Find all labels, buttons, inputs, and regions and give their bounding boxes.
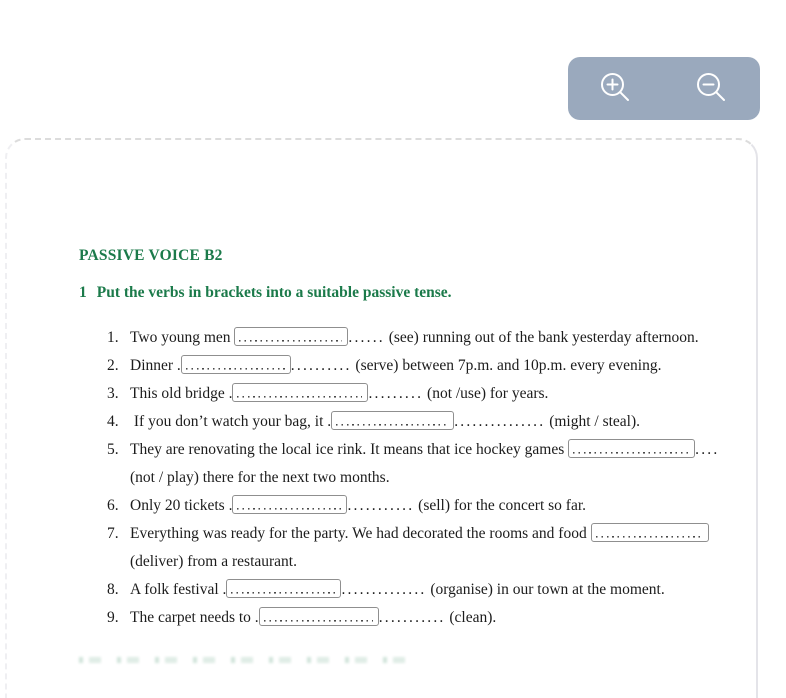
zoom-toolbar: [568, 57, 760, 120]
item-text: [130, 520, 742, 576]
clipped-next-heading: [79, 657, 414, 663]
page-title: PASSIVE VOICE B2: [79, 247, 223, 264]
sentence-text: (organise) in our town at the moment.: [426, 581, 665, 598]
sentence-text: (deliver) from a restaurant.: [130, 553, 297, 570]
list-item: [107, 352, 742, 380]
answer-box[interactable]: [568, 439, 695, 458]
sentence-text: The carpet needs to .: [130, 609, 259, 626]
list-item: [107, 520, 742, 576]
zoom-in-button[interactable]: [594, 67, 638, 111]
item-number: 2.: [107, 357, 119, 374]
item-text: [130, 352, 742, 380]
item-text: [130, 576, 742, 604]
dotted-leader: ...........: [378, 609, 446, 626]
exercise-heading: [79, 283, 742, 303]
answer-box[interactable]: [232, 495, 347, 514]
item-number: 9.: [107, 609, 119, 626]
answer-box[interactable]: [234, 327, 348, 346]
dotted-leader: ..........: [290, 357, 352, 374]
item-text: [130, 408, 742, 436]
answer-box[interactable]: [232, 383, 368, 402]
sentence-text: A folk festival .: [130, 581, 227, 598]
item-text: [130, 324, 742, 352]
list-item: [107, 408, 742, 436]
answer-box[interactable]: [331, 411, 454, 430]
sentence-text: Two young men: [130, 329, 235, 346]
exercise-heading-text: Put the verbs in brackets into a suitable passive tense.: [96, 284, 452, 301]
sentence-text: If you don’t watch your bag, it .: [130, 413, 332, 430]
zoom-out-button[interactable]: [690, 67, 734, 111]
answer-box[interactable]: [226, 579, 341, 598]
item-text: [130, 604, 742, 632]
list-item: [107, 576, 742, 604]
item-number: 5.: [107, 441, 119, 458]
exercise-list: [107, 324, 742, 632]
item-number: 7.: [107, 525, 119, 542]
answer-box[interactable]: [181, 355, 291, 374]
answer-box[interactable]: [259, 607, 379, 626]
item-number: 6.: [107, 497, 119, 514]
sentence-text: Only 20 tickets .: [130, 497, 233, 514]
list-item: [107, 492, 742, 520]
sentence-text: (not /use) for years.: [423, 385, 549, 402]
sentence-text: Everything was ready for the party. We had decorated the rooms and food: [130, 525, 591, 542]
zoom-out-icon: [693, 70, 731, 108]
dotted-leader: ...............: [454, 413, 546, 430]
sentence-text: (clean).: [445, 609, 497, 626]
sentence-text: (see) running out of the bank yesterday afternoon.: [384, 329, 699, 346]
item-number: 8.: [107, 581, 119, 598]
item-text: [130, 436, 742, 492]
document-page: [5, 138, 758, 698]
sentence-text: Dinner .: [130, 357, 181, 374]
dotted-leader: ..............: [341, 581, 427, 598]
sentence-text: (might / steal).: [545, 413, 641, 430]
dotted-leader: ...........: [347, 497, 415, 514]
sentence-text: (sell) for the concert so far.: [414, 497, 587, 514]
list-item: [107, 380, 742, 408]
exercise-number: 1: [79, 284, 87, 301]
dotted-leader: ......: [348, 329, 385, 346]
answer-box[interactable]: [591, 523, 709, 542]
item-text: [130, 492, 742, 520]
dotted-leader: .........: [368, 385, 424, 402]
sentence-text: (serve) between 7p.m. and 10p.m. every evening.: [351, 357, 662, 374]
list-item: [107, 324, 742, 352]
sentence-text: (not / play) there for the next two months.: [130, 469, 390, 486]
item-number: 3.: [107, 385, 119, 402]
item-number: 4.: [107, 413, 119, 430]
item-text: [130, 380, 742, 408]
zoom-in-icon: [597, 70, 635, 108]
list-item: [107, 604, 742, 632]
sentence-text: They are renovating the local ice rink. It means that ice hockey games: [130, 441, 569, 458]
item-number: 1.: [107, 329, 119, 346]
list-item: [107, 436, 742, 492]
dotted-leader: ....: [695, 441, 720, 458]
sentence-text: This old bridge .: [130, 385, 233, 402]
